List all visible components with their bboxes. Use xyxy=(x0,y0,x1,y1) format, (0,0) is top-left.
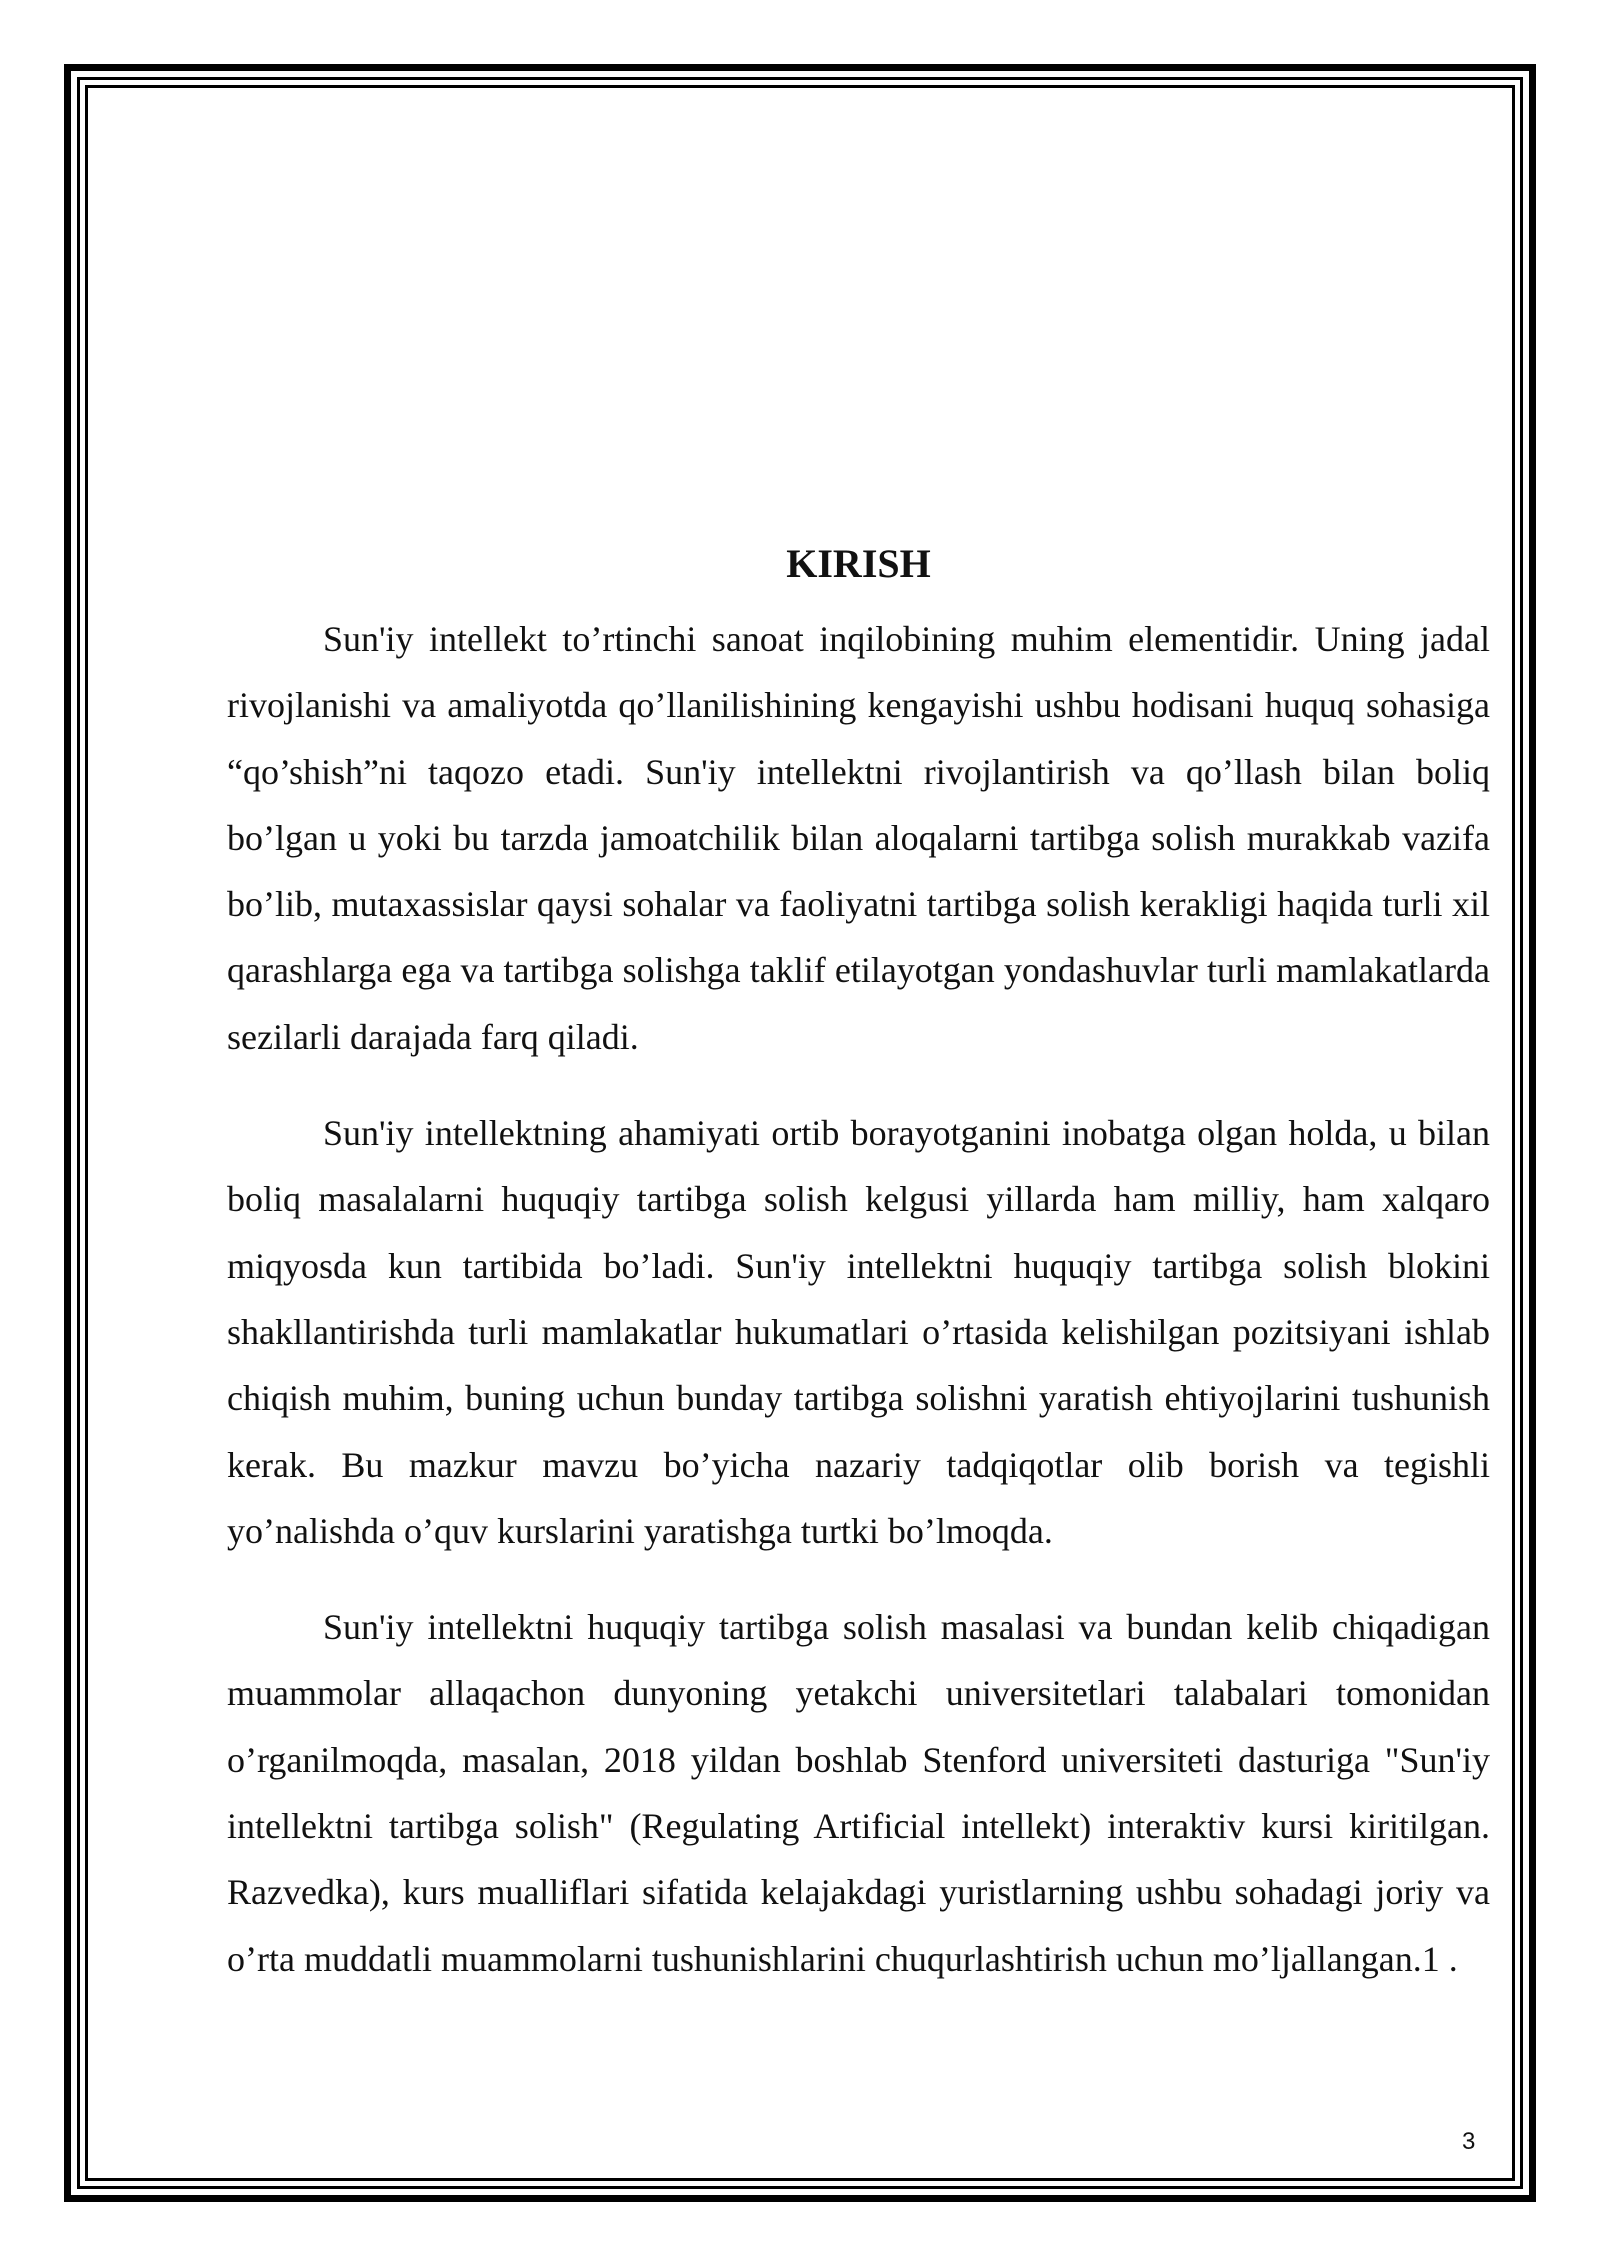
page-number: 3 xyxy=(1462,2128,1476,2155)
paragraph-1: Sun'iy intellekt to’rtinchi sanoat inqilobining muhim elementidir. Uning jadal rivojlanishi va amaliyotda qo’llanilishining kengayishi ushbu hodisani huquq sohasiga “qo’shish”ni taqozo etadi. Sun'iy intellektni rivojlantirish va qo’llash bilan boliq bo’lgan u yoki bu tarzda jamoatchilik bilan aloqalarni tartibga solish murakkab vazifa bo’lib, mutaxassislar qaysi sohalar va faoliyatni tartibga solish kerakligi haqida turli xil qarashlarga ega va tartibga solishga taklif etilayotgan yondashuvlar turli mamlakatlarda sezilarli darajada farq qiladi. xyxy=(227,619,1490,1057)
document-body xyxy=(227,540,1490,2022)
paragraph-3: Sun'iy intellektni huquqiy tartibga solish masalasi va bundan kelib chiqadigan muammolar allaqachon dunyoning yetakchi universitetlari talabalari tomonidan o’rganilmoqda, masalan, 2018 yildan boshlab Stenford universiteti dasturiga "Sun'iy intellektni tartibga solish" (Regulating Artificial intellekt) interaktiv kursi kiritilgan. Razvedka), kurs mualliflari sifatida kelajakdagi yuristlarning ushbu sohadagi joriy va o’rta muddatli muammolarni tushunishlarini chuqurlashtirish uchun mo’ljallangan.1 . xyxy=(227,1607,1490,1979)
section-title: KIRISH xyxy=(786,541,931,586)
paragraph-2: Sun'iy intellektning ahamiyati ortib borayotganini inobatga olgan holda, u bilan boliq masalalarni huquqiy tartibga solish kelgusi yillarda ham milliy, ham xalqaro miqyosda kun tartibida bo’ladi. Sun'iy intellektni huquqiy tartibga solish blokini shakllantirishda turli mamlakatlar hukumatlari o’rtasida kelishilgan pozitsiyani ishlab chiqish muhim, buning uchun bunday tartibga solishni yaratish ehtiyojlarini tushunish kerak. Bu mazkur mavzu bo’yicha nazariy tadqiqotlar olib borish va tegishli yo’nalishda o’quv kurslarini yaratishga turtki bo’lmoqda. xyxy=(227,1113,1490,1551)
